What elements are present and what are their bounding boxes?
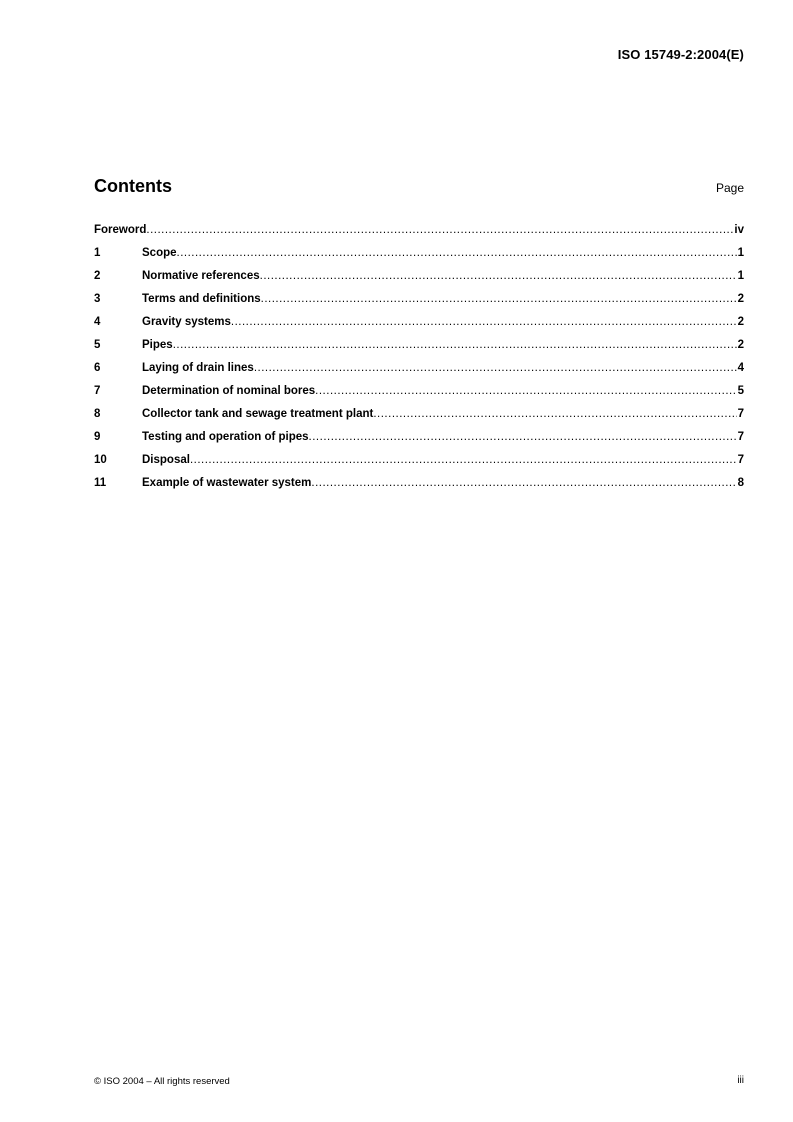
toc-entry-title: Normative references: [142, 270, 260, 282]
toc-entry-page: 2: [737, 339, 744, 351]
toc-entry-page: iv: [734, 224, 744, 236]
document-id: ISO 15749-2:2004(E): [617, 47, 744, 62]
table-of-contents: [94, 224, 744, 500]
contents-title: Contents: [94, 176, 172, 196]
toc-entry-number: 11: [94, 477, 107, 489]
dot-leader: [311, 477, 736, 489]
toc-entry-number: 7: [94, 385, 101, 397]
dot-leader: [315, 385, 736, 397]
dot-leader: [373, 408, 736, 420]
toc-entry-foreword[interactable]: [94, 224, 744, 247]
toc-entry-3[interactable]: [94, 293, 744, 316]
toc-entry-number: 6: [94, 362, 101, 374]
page-number: iii: [737, 1075, 744, 1086]
toc-entry-title: Example of wastewater system: [142, 477, 312, 489]
dot-leader: [146, 224, 733, 236]
toc-entry-page: 7: [737, 431, 744, 443]
toc-entry-title: Terms and definitions: [142, 293, 261, 305]
toc-entry-7[interactable]: [94, 385, 744, 408]
toc-entry-number: 8: [94, 408, 101, 420]
dot-leader: [190, 454, 737, 466]
toc-entry-title: Gravity systems: [142, 316, 231, 328]
toc-entry-number: 2: [94, 270, 101, 282]
toc-entry-4[interactable]: [94, 316, 744, 339]
toc-entry-11[interactable]: [94, 477, 744, 500]
toc-entry-5[interactable]: [94, 339, 744, 362]
toc-entry-9[interactable]: [94, 431, 744, 454]
page-column-label: Page: [715, 181, 744, 195]
dot-leader: [254, 362, 737, 374]
dot-leader: [261, 293, 737, 305]
toc-entry-number: 5: [94, 339, 101, 351]
dot-leader: [309, 431, 737, 443]
toc-entry-page: 2: [737, 293, 744, 305]
toc-entry-title: Testing and operation of pipes: [142, 431, 309, 443]
toc-entry-title: Determination of nominal bores: [142, 385, 316, 397]
toc-entry-number: 3: [94, 293, 101, 305]
toc-entry-page: 1: [737, 270, 744, 282]
dot-leader: [231, 316, 737, 328]
copyright-notice: © ISO 2004 – All rights reserved: [94, 1076, 230, 1087]
contents-header: [94, 175, 744, 199]
toc-entry-title: Pipes: [142, 339, 173, 351]
toc-entry-page: 4: [737, 362, 744, 374]
toc-entry-number: 1: [94, 247, 101, 259]
dot-leader: [177, 247, 737, 259]
toc-entry-page: 1: [737, 247, 744, 259]
toc-entry-10[interactable]: [94, 454, 744, 477]
toc-entry-title: Disposal: [142, 454, 190, 466]
toc-entry-6[interactable]: [94, 362, 744, 385]
toc-entry-title: Laying of drain lines: [142, 362, 254, 374]
toc-entry-2[interactable]: [94, 270, 744, 293]
dot-leader: [260, 270, 737, 282]
toc-entry-page: 7: [737, 454, 744, 466]
dot-leader: [173, 339, 737, 351]
toc-entry-8[interactable]: [94, 408, 744, 431]
toc-entry-number: 10: [94, 454, 107, 466]
toc-entry-number: 9: [94, 431, 101, 443]
toc-entry-1[interactable]: [94, 247, 744, 270]
toc-entry-number: 4: [94, 316, 101, 328]
toc-entry-page: 5: [737, 385, 744, 397]
toc-entry-page: 8: [737, 477, 744, 489]
toc-entry-page: 2: [737, 316, 744, 328]
toc-entry-title: Scope: [142, 247, 177, 259]
toc-entry-page: 7: [737, 408, 744, 420]
toc-entry-title: Foreword: [94, 224, 147, 236]
toc-entry-title: Collector tank and sewage treatment plant: [142, 408, 374, 420]
